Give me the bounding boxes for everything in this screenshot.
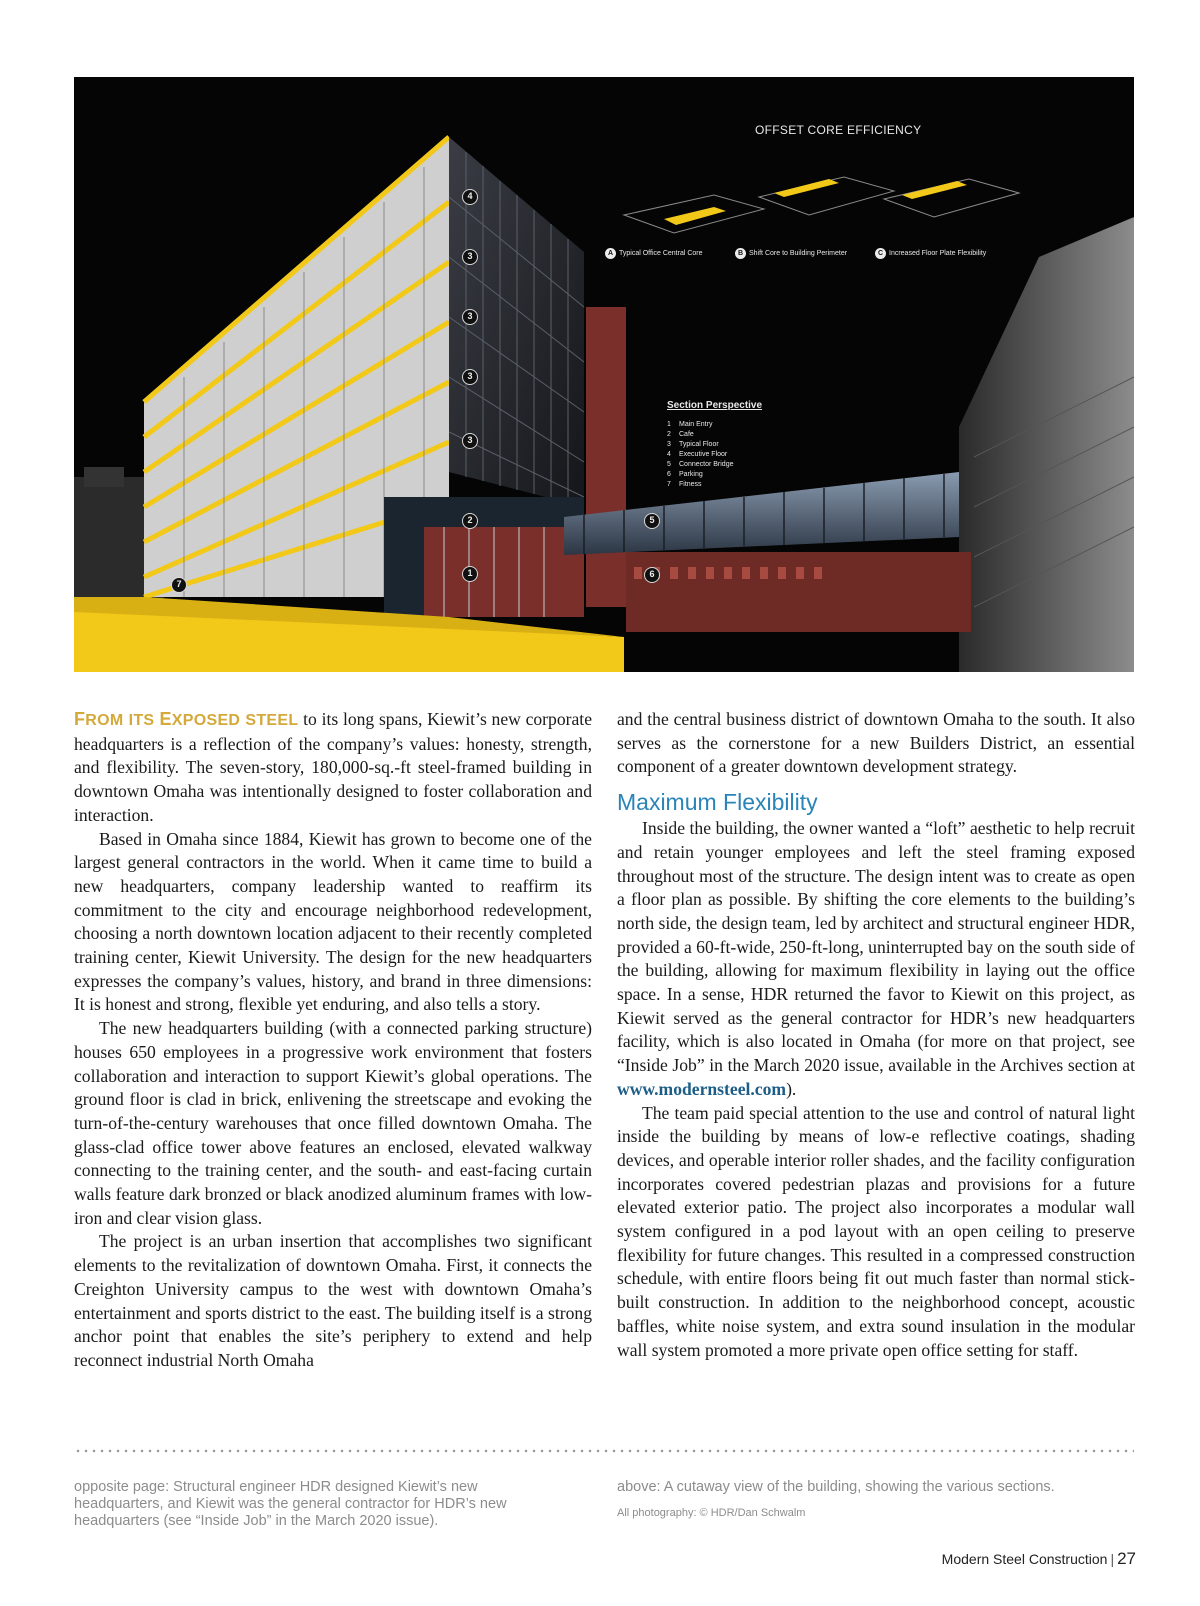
brick-tower: [586, 307, 626, 607]
photo-credit: All photography: © HDR/Dan Schwalm: [617, 1507, 806, 1519]
building-cutaway-illustration: [74, 77, 1134, 672]
core-caption-a: A Typical Office Central Core: [605, 248, 703, 259]
article-column-left: [74, 708, 592, 1373]
caption-above: above: A cutaway view of the building, showing the various sections.: [617, 1479, 1055, 1495]
article-paragraph: The team paid special attention to the use and control of natural light inside the building by means of low-e reflective coatings, shading devices, and operable interior roller shades, and the facility configuration incorporates covered pedestrian plazas and provisions for a future elevated exterior patio. The project also incorporates a modular wall system configured in a pod layout with an open ceiling to preserve flexibility for future changes. This resulted in a compressed construction schedule, with entire floors being fit out much faster than normal stick-built construction. In addition to the neighborhood concept, acoustic baffles, white noise system, and extra sound insulation in the modular wall system promoted a more private open office setting for staff.: [617, 1102, 1135, 1360]
section-marker-7: 7: [171, 577, 187, 593]
legend-item: 2 Cafe: [667, 431, 694, 438]
article-paragraph: and the central business district of downtown Omaha to the south. It also serves as the cornerstone for a new Builders District, an essential component of a greater downtown development strategy.: [617, 709, 1135, 777]
cutaway-figure: [74, 77, 1134, 672]
section-marker-3: 3: [462, 249, 478, 265]
core-diagram-a: [624, 195, 764, 233]
brick-warehouse: [626, 552, 971, 632]
section-marker-5: 5: [644, 513, 660, 529]
section-marker-3: 3: [462, 369, 478, 385]
section-heading: Maximum Flexibility: [617, 789, 818, 816]
section-perspective-title: Section Perspective: [667, 400, 763, 411]
core-caption-b: B Shift Core to Building Perimeter: [735, 248, 847, 259]
article-column-right: [617, 708, 1135, 1362]
section-marker-6: 6: [644, 567, 660, 583]
modernsteel-link[interactable]: www.modernsteel.com: [617, 1078, 787, 1099]
section-marker-1: 1: [462, 566, 478, 582]
caption-opposite-page: opposite page: Structural engineer HDR designed Kiewit’s new headquarters, and Kiewit was the general contractor for HDR’s new headquarters (see “Inside Job” in the March 2020 issue).: [74, 1479, 507, 1529]
lead-in: FROM ITS EXPOSED STEEL: [74, 709, 299, 729]
right-building: [959, 217, 1134, 672]
brick-base: [424, 527, 584, 617]
legend-item: 4 Executive Floor: [667, 451, 728, 458]
legend-item: 5 Connector Bridge: [667, 461, 734, 468]
legend-item: 6 Parking: [667, 471, 703, 478]
core-diagram-c: [884, 179, 1019, 217]
page-number: 27: [1117, 1549, 1136, 1568]
dotted-divider: [74, 1449, 1134, 1453]
section-marker-4: 4: [462, 189, 478, 205]
page-folio: Modern Steel Construction | 27: [941, 1549, 1136, 1568]
article-paragraph: Based in Omaha since 1884, Kiewit has grown to become one of the largest general contractors in the world. When it came time to build a new headquarters, company leadership wanted to reaffirm its commitment to the city and encourage neighborhood redevelopment, choosing a north downtown location adjacent to their recently completed training center, Kiewit University. The design for the new headquarters expresses the company’s values, history, and brand in three dimensions: It is honest and strong, flexible yet enduring, and also tells a story.: [74, 828, 592, 1015]
article-paragraph: Inside the building, the owner wanted a “loft” aesthetic to help recruit and retain younger employees and left the steel framing exposed throughout most of the structure. The design intent was to create as open a floor plan as possible. By shifting the core elements to the building’s north side, the design team, led by architect and structural engineer HDR, provided a 60-ft-wide, 250-ft-long, uninterrupted bay on the south side of the building, allowing for maximum flexibility in laying out the office space. In a sense, HDR returned the favor to Kiewit on this project, as Kiewit served as the general contractor for HDR’s new headquarters facility, which is also located in Omaha (for more on that project, see “Inside Job” in the March 2020 issue, available in the Archives section at www.modernsteel.com).: [617, 818, 1135, 1099]
article-paragraph: The new headquarters building (with a connected parking structure) houses 650 employees in a progressive work environment that fosters collaboration and interaction to support Kiewit’s global operations. The ground floor is clad in brick, enlivening the streetscape and evoking the turn-of-the-century warehouses that once filled downtown Omaha. The glass-clad office tower above features an enclosed, elevated walkway connecting to the training center, and the south- and east-facing curtain walls feature dark bronzed or black anodized aluminum frames with low-iron and clear vision glass.: [74, 1018, 592, 1228]
core-caption-c: C Increased Floor Plate Flexibility: [875, 248, 986, 259]
section-marker-3: 3: [462, 433, 478, 449]
legend-item: 1 Main Entry: [667, 421, 713, 428]
core-diagram-b: [759, 177, 894, 215]
core-efficiency-title: OFFSET CORE EFFICIENCY: [755, 123, 922, 137]
legend-item: 3 Typical Floor: [667, 441, 719, 448]
section-legend: [667, 420, 733, 490]
section-marker-3: 3: [462, 309, 478, 325]
article-paragraph: FROM ITS EXPOSED STEEL to its long spans, Kiewit’s new corporate headquarters is a reflection of the company’s values: honesty, strength, and flexibility. The seven-story, 180,000-sq.-ft steel-framed building in downtown Omaha was intentionally designed to foster collaboration and interaction.: [74, 709, 593, 825]
legend-item: 7 Fitness: [667, 481, 702, 488]
magazine-name: Modern Steel Construction: [941, 1551, 1108, 1567]
section-marker-2: 2: [462, 513, 478, 529]
article-paragraph: The project is an urban insertion that accomplishes two significant elements to the revitalization of downtown Omaha. First, it connects the Creighton University campus to the west with downtown Omaha’s entertainment and sports district to the east. The building itself is a strong anchor point that enables the site’s periphery to extend and help reconnect industrial North Omaha: [74, 1231, 592, 1370]
